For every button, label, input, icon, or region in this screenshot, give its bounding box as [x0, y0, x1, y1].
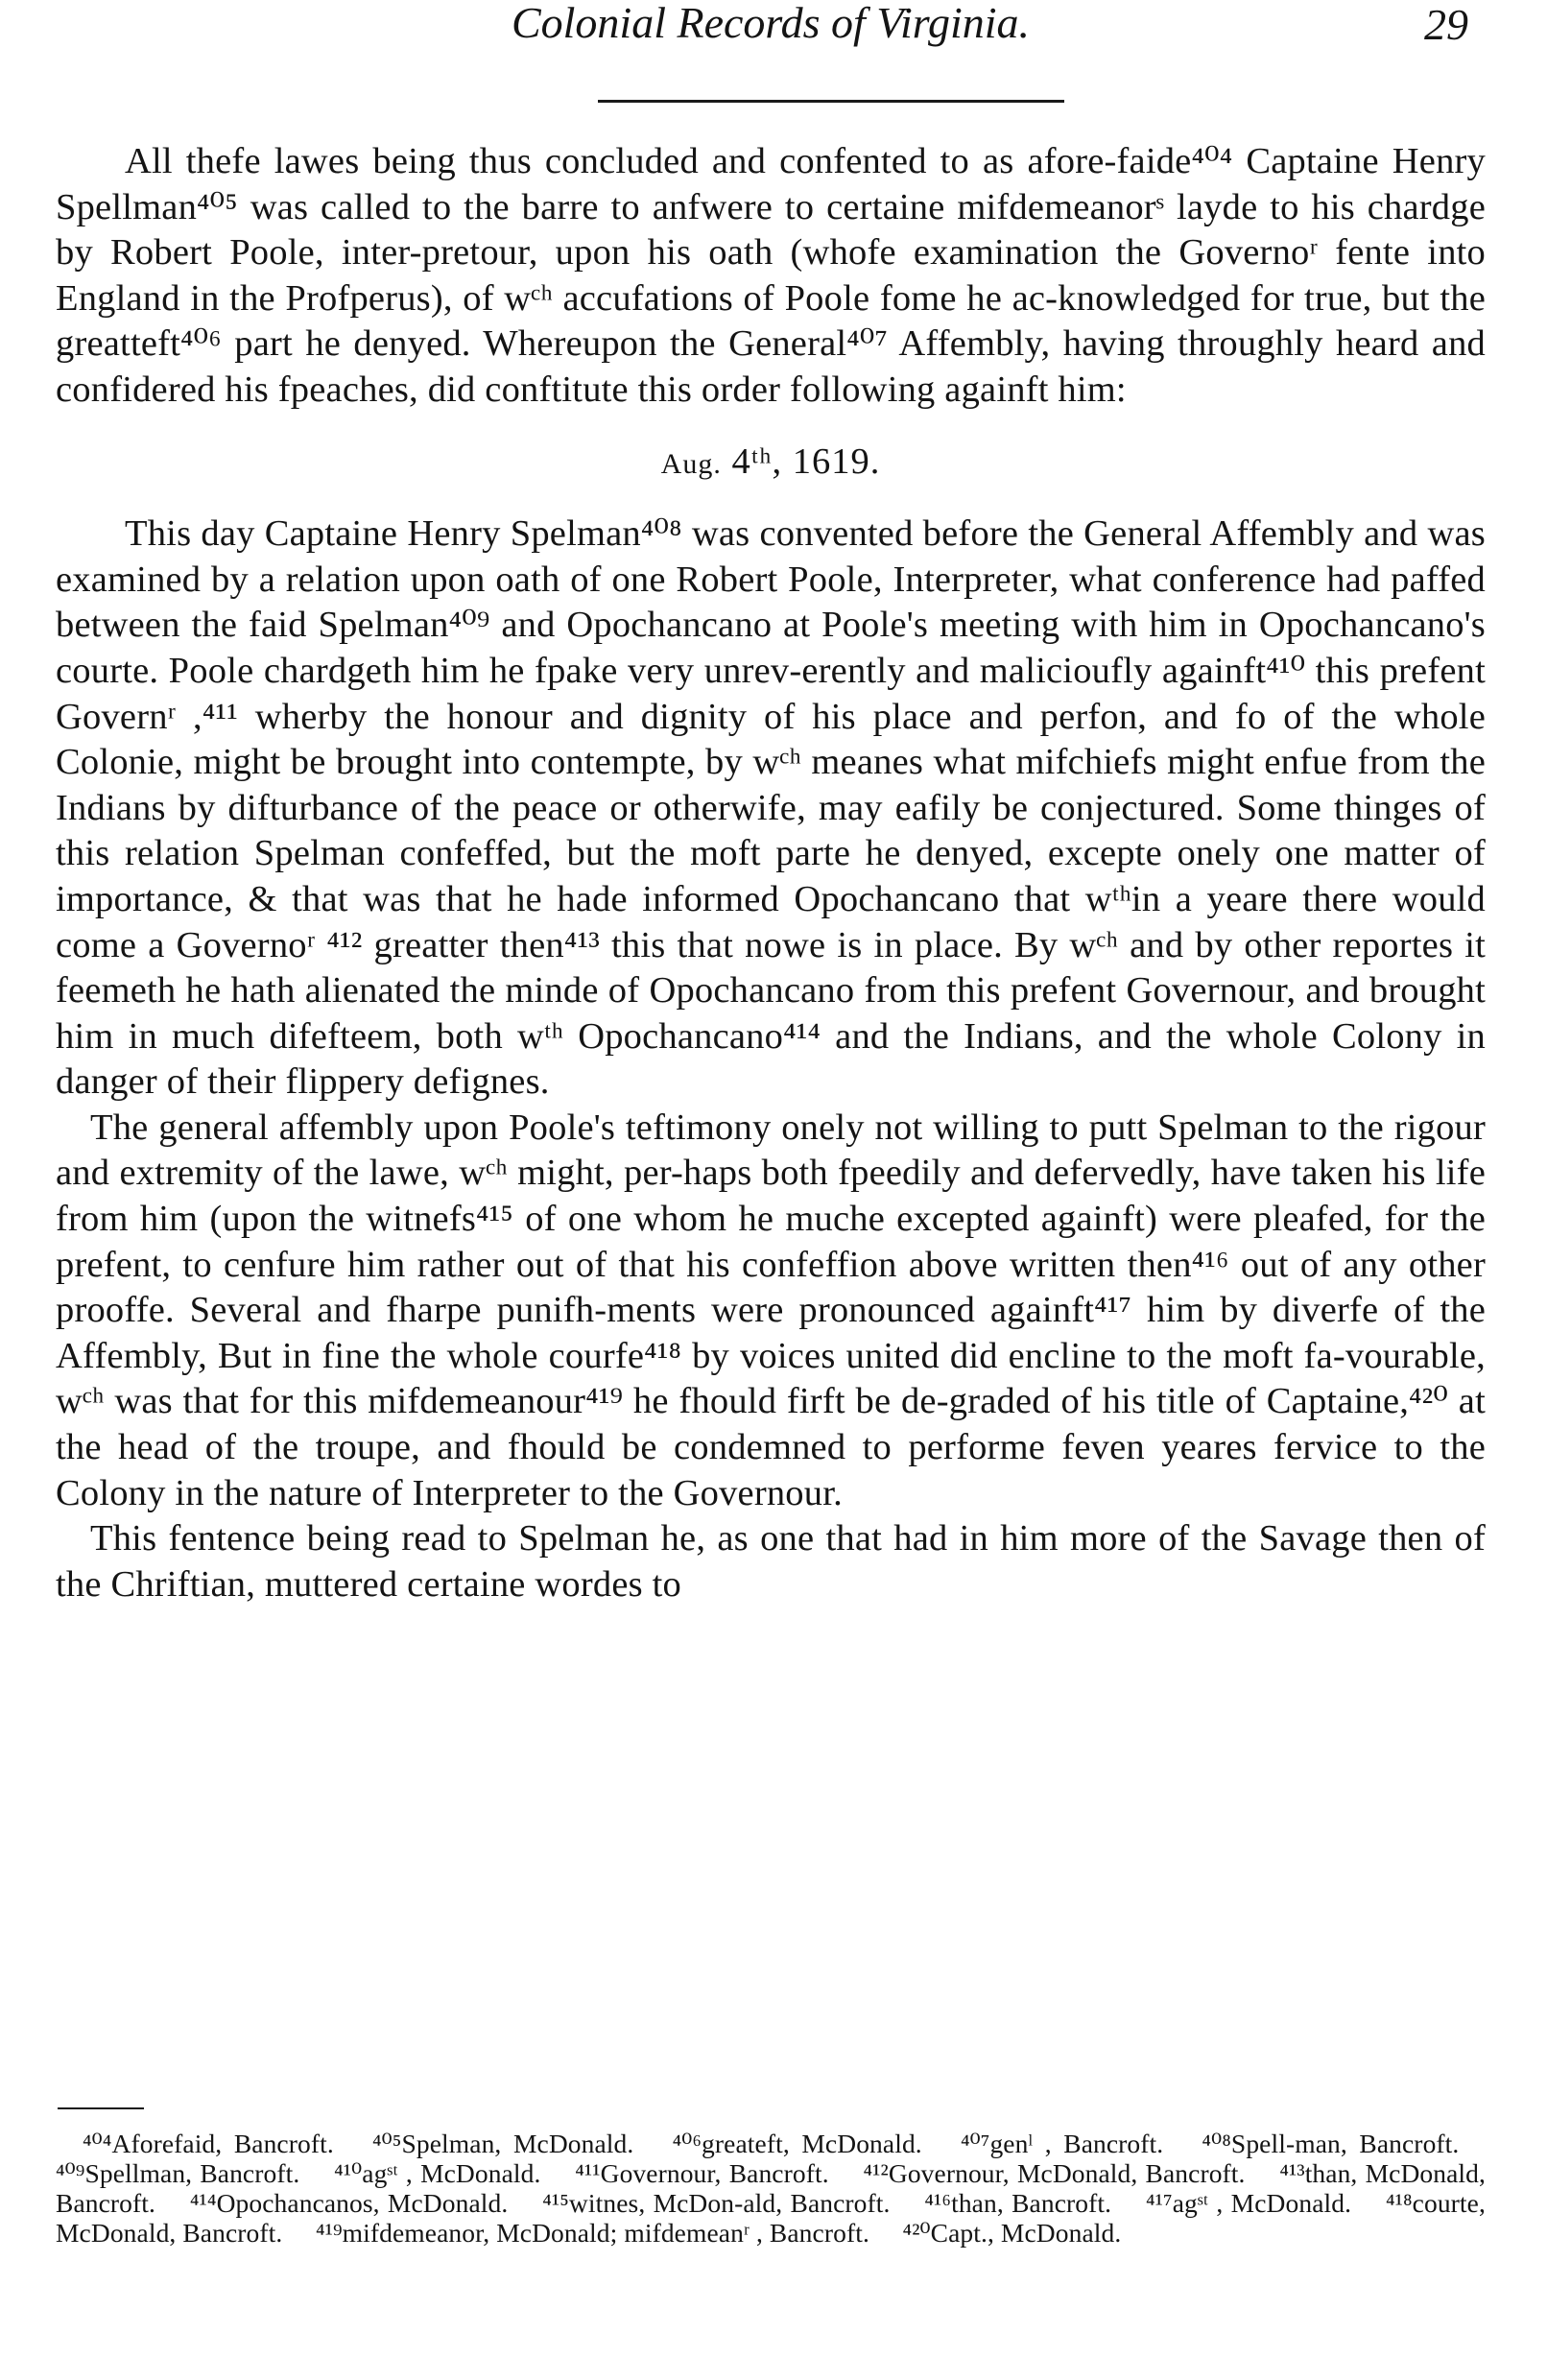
dateline-year: 1619.	[792, 440, 881, 482]
paragraph-sentence: The general affembly upon Poole's teftimony onely not willing to putt Spelman to the rigour and extremity of the lawe, wᶜʰ might, per-haps both fpeedily and defervedly, have taken his life from him (upon the witnefs⁴¹⁵ of one whom he muche excepted againft) were pleafed, for the prefent, to cenfure him rather out of that his confeffion above written then⁴¹⁶ out of any other prooffe. Several and fharpe punifh-ments were pronounced againft⁴¹⁷ him by diverfe of the Affembly, But in fine the whole courfe⁴¹⁸ by voices united did encline to the moft fa-vourable, wᶜʰ was that for this mifdemeanour⁴¹⁹ he fhould firft be de-graded of his title of Captaine,⁴²⁰ at the head of the troupe, and fhould be condemned to performe feven yeares fervice to the Colony in the nature of Interpreter to the Governour.	[56, 1107, 1486, 1513]
footnote-419: ⁴¹⁹mifdemeanor, McDonald; mifdemeanʳ , Bancroft.	[315, 2218, 896, 2248]
paragraph-sentence-read: This fentence being read to Spelman he, as one that had in him more of the Savage then of the Chriftian, muttered certaine wordes to	[56, 1518, 1486, 1605]
footnote-417: ⁴¹⁷agˢᵗ , McDonald.	[1145, 2188, 1378, 2218]
footnote-408: ⁴⁰⁸Spell-man, Bancroft.	[1202, 2129, 1486, 2158]
footnote-405: ⁴⁰⁵Spelman, McDonald.	[372, 2129, 660, 2158]
footnote-420: ⁴²⁰Capt., McDonald.	[902, 2218, 1122, 2248]
paragraph-spellman-charged: All thefe lawes being thus concluded and confented to as afore-faide⁴⁰⁴ Captaine Henry Spellman⁴⁰⁵ was called to the barre to anfwere to certaine mifdemeanorˢ layde to his chardge by Robert Poole, inter-pretour, upon his oath (whofe examination the Governoʳ fente into England in the Profperus), of wᶜʰ accufations of Poole fome he ac-knowledged for true, but the greatteft⁴⁰⁶ part he denyed. Whereupon the General⁴⁰⁷ Affembly, having throughly heard and confidered his fpeaches, did conftitute this order following againft him:	[56, 141, 1486, 410]
footnote-412: ⁴¹²Governour, McDonald, Bancroft.	[863, 2158, 1273, 2188]
body-text	[56, 139, 1486, 1607]
dateline-day: 4ᵗʰ,	[731, 440, 783, 482]
footnote-416: ⁴¹⁶than, Bancroft.	[924, 2188, 1138, 2218]
dateline	[56, 440, 1486, 488]
page-number: 29	[1424, 0, 1468, 49]
dateline-month: Aug.	[660, 447, 722, 480]
footnote-411: ⁴¹¹Governour, Bancroft.	[575, 2158, 856, 2188]
footnote-404: ⁴⁰⁴Aforefaid, Bancroft.	[83, 2129, 361, 2158]
footnote-415: ⁴¹⁵witnes, McDon-ald, Bancroft.	[542, 2188, 917, 2218]
footnote-406: ⁴⁰⁶greateft, McDonald.	[672, 2129, 949, 2158]
footnote-407: ⁴⁰⁷genˡ , Bancroft.	[960, 2129, 1190, 2158]
page	[56, 0, 1486, 2380]
running-title: Colonial Records of Virginia.	[511, 0, 1031, 47]
footnote-413: ⁴¹³than, McDonald, Bancroft.	[56, 2158, 1486, 2218]
footnotes	[56, 2129, 1486, 2248]
footnote-rule	[58, 2107, 144, 2109]
page-header	[56, 0, 1486, 56]
footnote-409: ⁴⁰⁹Spellman, Bancroft.	[56, 2158, 326, 2188]
footnote-418: ⁴¹⁸courte, McDonald, Bancroft.	[56, 2188, 1486, 2248]
header-rule	[598, 100, 1064, 103]
footnote-410: ⁴¹⁰agˢᵗ , McDonald.	[334, 2158, 568, 2188]
footnote-414: ⁴¹⁴Opochancanos, McDonald.	[189, 2188, 535, 2218]
paragraph-examination: This day Captaine Henry Spelman⁴⁰⁸ was convented before the General Affembly and was examined by a relation upon oath of one Robert Poole, Interpreter, what conference had paffed between the faid Spelman⁴⁰⁹ and Opochancano at Poole's meeting with him in Opochancano's courte. Poole chardgeth him he fpake very unrev-erently and malicioufly againft⁴¹⁰ this prefent Governʳ ,⁴¹¹ wherby the honour and dignity of his place and perfon, and fo of the whole Colonie, might be brought into contempte, by wᶜʰ meanes what mifchiefs might enfue from the Indians by difturbance of the peace or otherwife, may eafily be conjectured. Some thinges of this relation Spelman confeffed, but the moft parte he denyed, excepte onely one matter of importance, & that was that he hade informed Opochancano that wᵗʰin a yeare there would come a Governoʳ ⁴¹² greatter then⁴¹³ this that nowe is in place. By wᶜʰ and by other reportes it feemeth he hath alienated the minde of Opochancano from this prefent Governour, and brought him in much difefteem, both wᵗʰ Opochancano⁴¹⁴ and the Indians, and the whole Colony in danger of their flippery defignes.	[56, 513, 1486, 1103]
